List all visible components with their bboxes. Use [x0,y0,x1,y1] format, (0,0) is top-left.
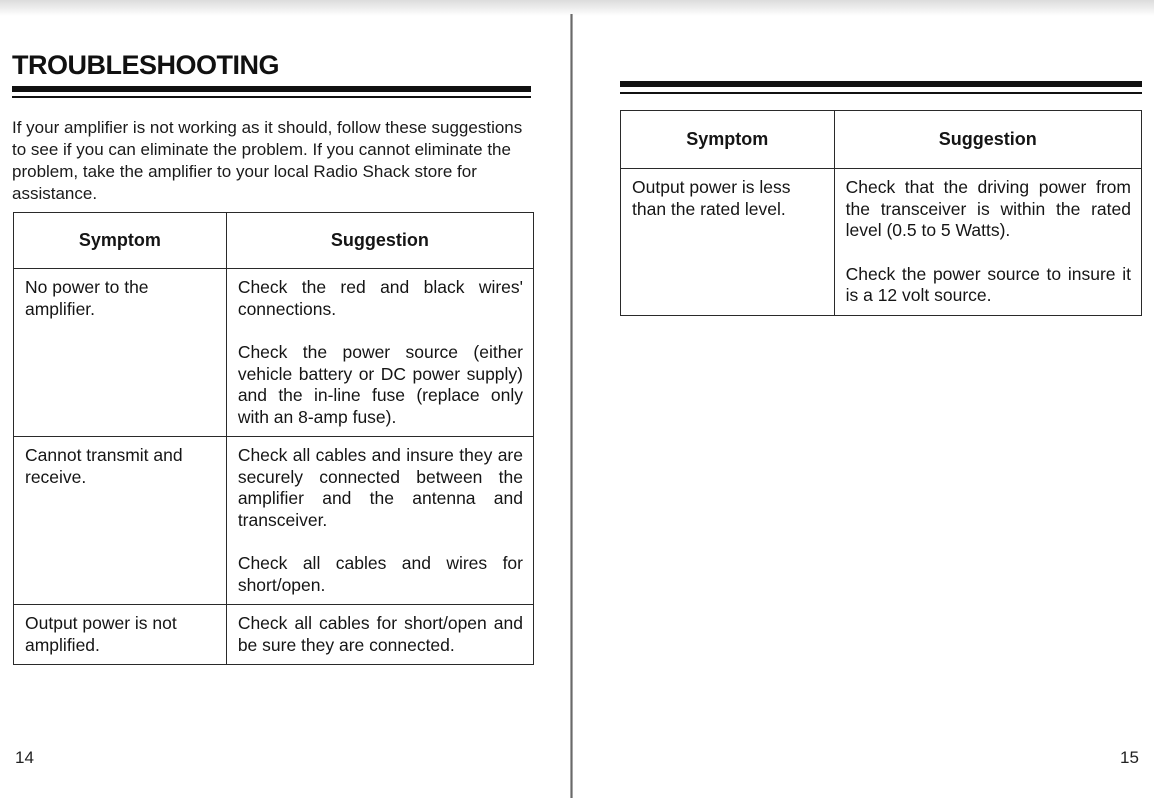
suggestion-cell [226,269,533,437]
suggestion-header: Suggestion [226,213,533,269]
symptom-cell [14,605,227,665]
table-row [14,437,534,605]
page-number-left: 14 [15,748,34,767]
title-rule-thin [12,96,531,98]
troubleshooting-table [13,212,534,665]
suggestion-cell [226,605,533,665]
suggestion-cell [226,437,533,605]
symptom-header: Symptom [14,213,227,269]
page-number-right: 15 [1120,748,1139,767]
suggestion-text: Check the power source to insure it is a 12 volt source. [845,263,1131,305]
symptom-text: Cannot transmit and receive. [25,445,183,487]
table-header-row [14,213,534,269]
suggestion-text: Check the red and black wires' connections. [237,277,523,319]
suggestion-text: Check all cables for short/open and be sure they are connected. [237,613,523,655]
right-page [573,0,1154,798]
troubleshooting-table-continued [620,110,1142,316]
table-row [14,269,534,437]
table-header-row [621,111,1142,169]
symptom-cell [621,169,835,316]
title-rule-thick [12,86,531,92]
suggestion-cell [834,169,1141,316]
header-rule-thin [620,92,1142,94]
suggestion-text: Check all cables and insure they are securely connected between the amplifier and the antenna and transceiver. [237,445,523,530]
suggestion-text: Check that the driving power from the transceiver is within the rated level (0.5 to 5 Watts). [845,177,1131,240]
header-rule-thick [620,81,1142,87]
symptom-text: No power to the amplifier. [25,277,149,319]
symptom-text: Output power is less than the rated level. [632,177,791,219]
page-title: TROUBLESHOOTING [12,50,279,80]
symptom-cell [14,437,227,605]
left-page [0,0,570,798]
table-row [14,605,534,665]
symptom-text: Output power is not amplified. [25,613,177,655]
suggestion-header: Suggestion [834,111,1141,169]
suggestion-text: Check the power source (either vehicle battery or DC power supply) and the in-line fuse (replace only with an 8-amp fuse). [237,342,523,427]
intro-paragraph: If your amplifier is not working as it should, follow these suggestions to see if you can eliminate the problem. If you cannot eliminate the problem, take the amplifier to your local Radio Shack store for assistance. [12,118,523,203]
suggestion-text: Check all cables and wires for short/open. [237,553,523,595]
symptom-cell [14,269,227,437]
table-row [621,169,1142,316]
symptom-header: Symptom [621,111,835,169]
